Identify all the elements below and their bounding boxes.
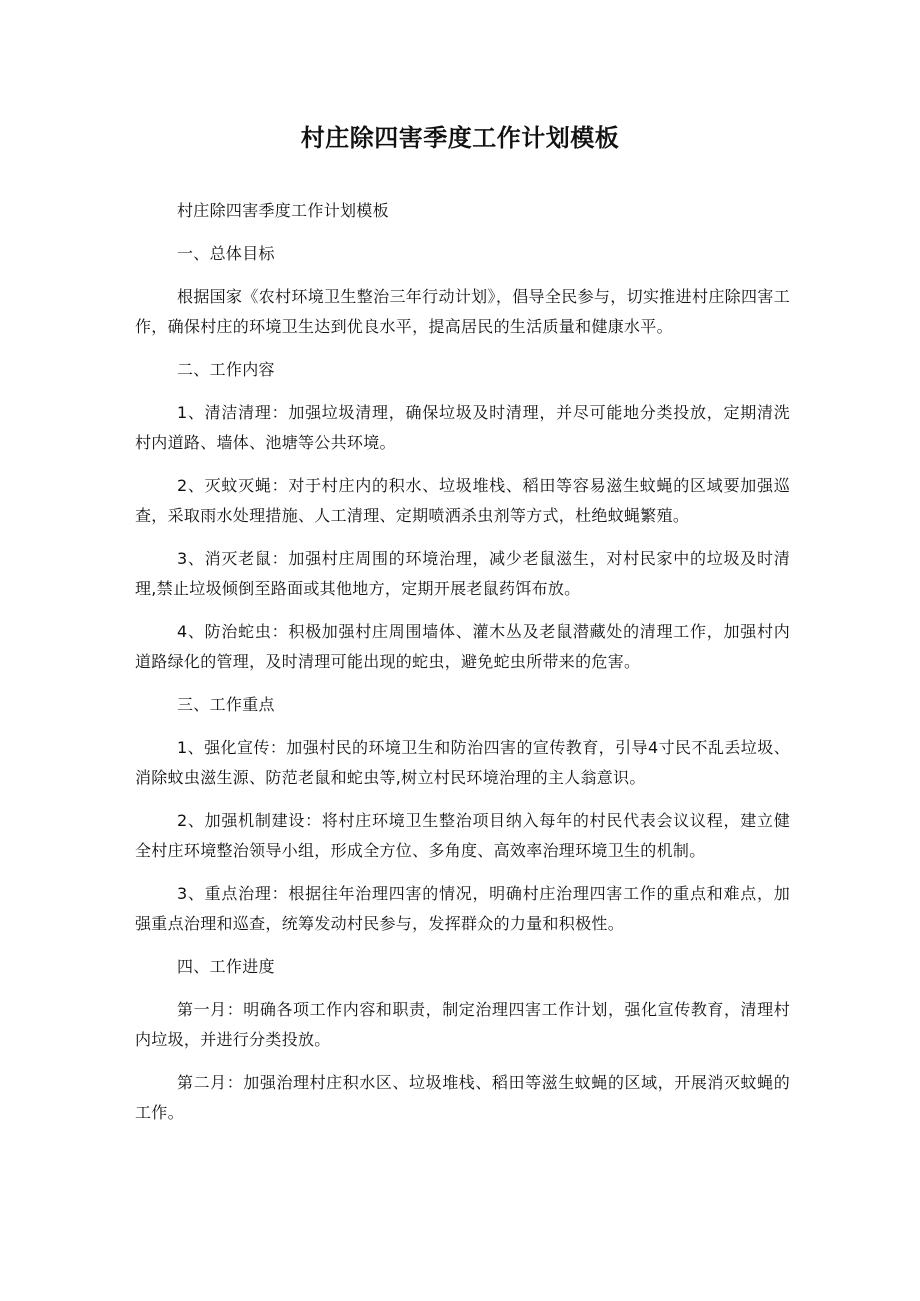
body-paragraph: 第二月：加强治理村庄积水区、垃圾堆栈、稻田等滋生蚊蝇的区域，开展消灭蚊蝇的工作。 <box>135 1073 790 1122</box>
document-title: 村庄除四害季度工作计划模板 <box>300 124 620 152</box>
body-paragraph: 第一月：明确各项工作内容和职责，制定治理四害工作计划，强化宣传教育，清理村内垃圾，并进行分类投放。 <box>135 1000 790 1049</box>
section-heading: 二、工作内容 <box>177 360 275 379</box>
body-paragraph: 3、消灭老鼠：加强村庄周围的环境治理，减少老鼠滋生，对村民家中的垃圾及时清理,禁止垃圾倾倒至路面或其他地方，定期开展老鼠药饵布放。 <box>135 549 790 598</box>
subtitle-paragraph: 村庄除四害季度工作计划模板 <box>177 201 389 220</box>
body-paragraph: 根据国家《农村环境卫生整治三年行动计划》，倡导全民参与，切实推进村庄除四害工作，确保村庄的环境卫生达到优良水平，提高居民的生活质量和健康水平。 <box>135 287 790 336</box>
section-heading: 四、工作进度 <box>177 957 275 976</box>
body-paragraph: 1、强化宣传：加强村民的环境卫生和防治四害的宣传教育，引导4寸民不乱丢垃圾、消除蚊虫滋生源、防范老鼠和蛇虫等,树立村民环境治理的主人翁意识。 <box>135 738 790 787</box>
document-body <box>135 196 790 1141</box>
body-paragraph: 4、防治蛇虫：积极加强村庄周围墙体、灌木丛及老鼠潜藏处的清理工作，加强村内道路绿化的管理，及时清理可能出现的蛇虫，避免蛇虫所带来的危害。 <box>135 622 790 671</box>
section-heading: 三、工作重点 <box>177 695 275 714</box>
body-paragraph: 2、加强机制建设：将村庄环境卫生整治项目纳入每年的村民代表会议议程，建立健全村庄环境整治领导小组，形成全方位、多角度、高效率治理环境卫生的机制。 <box>135 811 790 860</box>
body-paragraph: 3、重点治理：根据往年治理四害的情况，明确村庄治理四害工作的重点和难点，加强重点治理和巡查，统筹发动村民参与，发挥群众的力量和积极性。 <box>135 884 790 933</box>
section-heading: 一、总体目标 <box>177 244 275 263</box>
body-paragraph: 2、灭蚊灭蝇：对于村庄内的积水、垃圾堆栈、稻田等容易滋生蚊蝇的区域要加强巡查，采取雨水处理措施、人工清理、定期喷洒杀虫剂等方式，杜绝蚊蝇繁殖。 <box>135 476 790 525</box>
body-paragraph: 1、清洁清理：加强垃圾清理，确保垃圾及时清理，并尽可能地分类投放，定期清洗村内道路、墙体、池塘等公共环境。 <box>135 403 790 452</box>
